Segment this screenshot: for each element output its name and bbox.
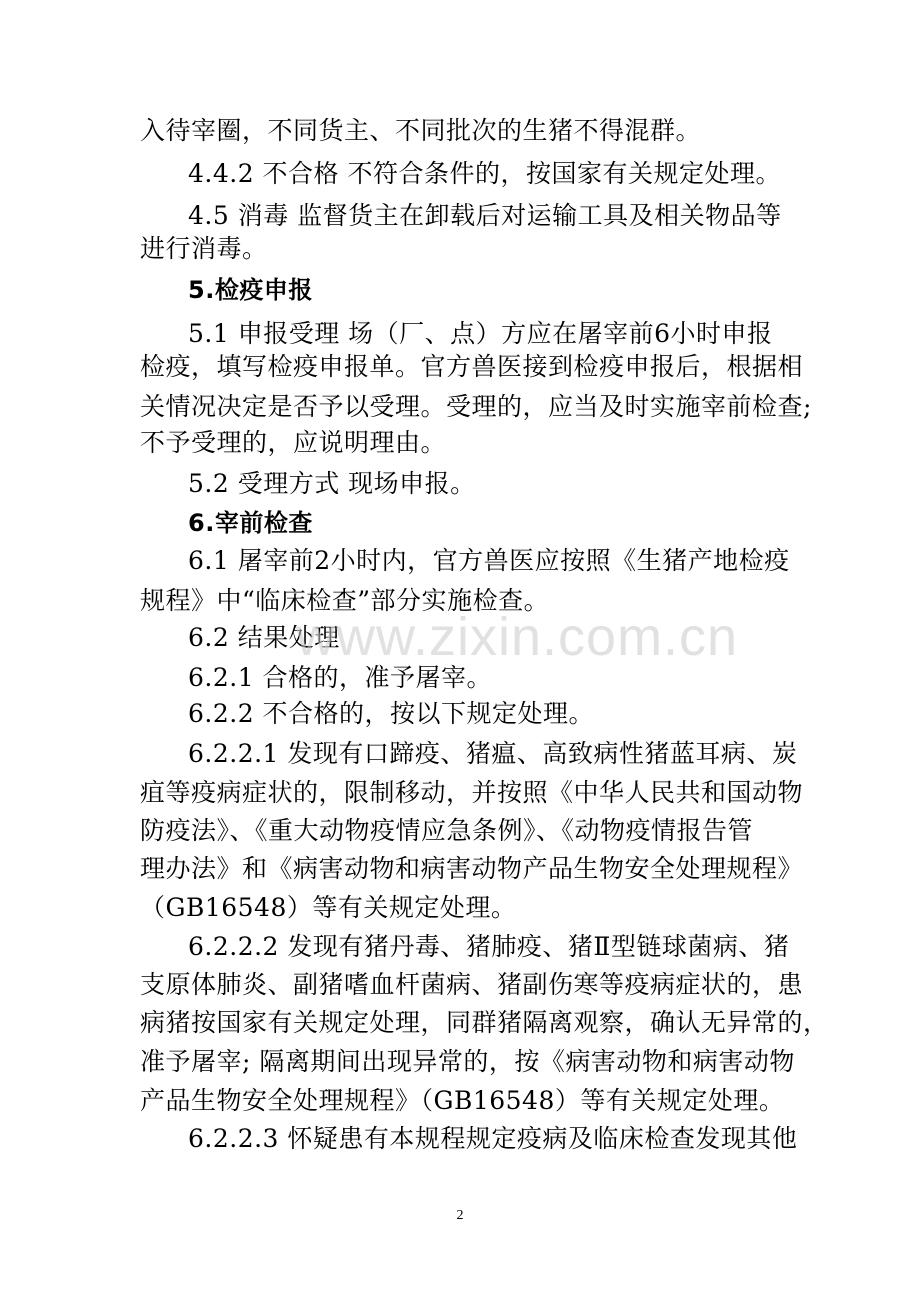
- text-line: 6.2.2 不合格的，按以下规定处理。: [188, 699, 595, 728]
- text-line: 关情况决定是否予以受理。受理的，应当及时实施宰前检查;: [140, 392, 812, 421]
- text-line: 6.2.1 合格的，准予屠宰。: [188, 663, 493, 692]
- section-heading: 6.宰前检查: [188, 509, 313, 537]
- text-line: 6.2.2.1 发现有口蹄疫、猪瘟、高致病性猪蓝耳病、炭: [188, 739, 798, 768]
- text-line: 4.5 消毒 监督货主在卸载后对运输工具及相关物品等: [188, 201, 782, 230]
- text-line: 理办法》和《病害动物和病害动物产品生物安全处理规程》: [140, 854, 804, 883]
- text-line: 疽等疫病症状的，限制移动，并按照《中华人民共和国动物: [140, 778, 804, 807]
- text-line: 防疫法》、《重大动物疫情应急条例》、《动物疫情报告管: [140, 816, 754, 845]
- text-line: 进行消毒。: [140, 234, 268, 263]
- text-line: 6.2 结果处理: [188, 623, 340, 652]
- section-heading: 5.检疫申报: [188, 276, 313, 304]
- text-line: 不予受理的，应说明理由。: [140, 428, 447, 457]
- text-line: 病猪按国家有关规定处理，同群猪隔离观察，确认无异常的，: [140, 1008, 829, 1037]
- page-number: 2: [456, 1208, 464, 1223]
- text-line: 4.4.2 不合格 不符合条件的，按国家有关规定处理。: [188, 159, 782, 188]
- text-line: 产品生物安全处理规程》（GB16548）等有关规定处理。: [140, 1086, 785, 1115]
- text-line: 6.2.2.2 发现有猪丹毒、猪肺疫、猪Ⅱ型链球菌病、猪: [188, 932, 790, 961]
- text-line: 准予屠宰; 隔离期间出现异常的，按《病害动物和病害动物: [140, 1047, 795, 1076]
- text-line: 入待宰圈，不同货主、不同批次的生猪不得混群。: [140, 116, 702, 145]
- text-line: 6.2.2.3 怀疑患有本规程规定疫病及临床检查发现其他: [188, 1124, 798, 1153]
- text-line: （GB16548）等有关规定处理。: [140, 893, 517, 922]
- text-line: 6.1 屠宰前2小时内，官方兽医应按照《生猪产地检疫: [188, 546, 790, 575]
- text-line: 5.2 受理方式 现场申报。: [188, 469, 476, 498]
- text-line: 支原体肺炎、副猪嗜血杆菌病、猪副伤寒等疫病症状的，患: [140, 970, 804, 999]
- text-line: 5.1 申报受理 场（厂、点）方应在屠宰前6小时申报: [188, 319, 773, 348]
- text-line: 规程》中“临床检查”部分实施检查。: [140, 586, 550, 615]
- watermark: www.zixin.com.cn: [296, 607, 739, 667]
- text-line: 检疫，填写检疫申报单。官方兽医接到检疫申报后，根据相: [140, 352, 804, 381]
